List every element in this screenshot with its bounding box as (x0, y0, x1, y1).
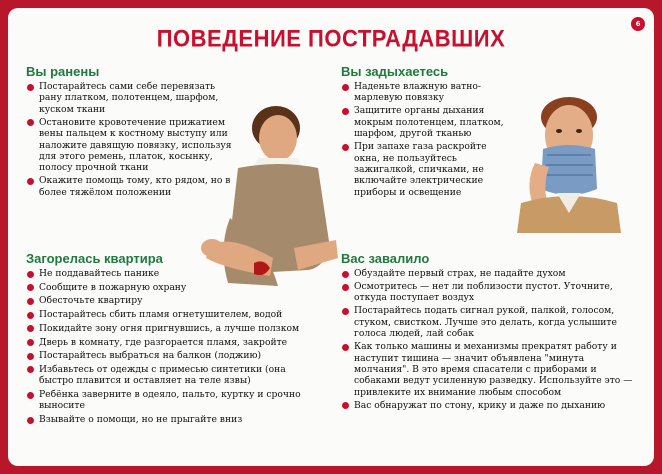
list-item: Окажите помощь тому, кто рядом, но в более тяжёлом положении (26, 175, 236, 198)
page-title: ПОВЕДЕНИЕ ПОСТРАДАВШИХ (156, 24, 506, 52)
masked-man-illustration (513, 93, 623, 233)
list-item: Сообщите в пожарную охрану (26, 282, 316, 293)
section-collapse (341, 251, 641, 413)
list-item: Постарайтесь сбить пламя огнетушителем, водой (26, 309, 316, 320)
list-item: Обесточьте квартиру (26, 295, 316, 306)
list-item: Как только машины и механизмы прекратят работу и наступит тишина — значит объявлена "минута молчания". В это время спасатели с приборами и собаками ведут усиленную разведку. Используйте это — привлеките их внимание любым способом (341, 341, 641, 398)
list-item: Ребёнка заверните в одеяло, пальто, куртку и срочно выносите (26, 389, 316, 412)
list-item: Защитите органы дыхания мокрым полотенцем, платком, шарфом, другой тканью (341, 105, 506, 139)
list-item: Не поддавайтесь панике (26, 268, 316, 279)
list-item: Избавьтесь от одежды с примесью синтетики (она быстро плавится и оставляет на теле язвы) (26, 364, 316, 387)
wounded-man-illustration (198, 98, 348, 298)
list-item: Постарайтесь сами себе перевязать рану платком, полотенцем, шарфом, куском ткани (26, 81, 236, 115)
list-item: При запахе газа раскройте окна, не пользуйтесь зажигалкой, спичками, не включайте электрические приборы и освещение (341, 141, 506, 198)
list-item: Постарайтесь выбраться на балкон (лоджию) (26, 350, 316, 361)
section-title: Вы задыхаетесь (341, 64, 449, 79)
list-item: Постарайтесь подать сигнал рукой, палкой, голосом, стуком, свистком. Лучше это делать, когда услышите голоса людей, лай собак (341, 305, 641, 339)
instruction-list (341, 268, 641, 411)
section-title: Вы ранены (26, 64, 100, 79)
list-item: Дверь в комнату, где разгорается пламя, закройте (26, 337, 316, 348)
list-item: Наденьте влажную ватно-марлевую повязку (341, 81, 506, 104)
list-item: Вас обнаружат по стону, крику и даже по дыханию (341, 400, 641, 411)
instruction-list (341, 81, 506, 198)
section-suffocating (341, 64, 506, 200)
list-item: Остановите кровотечение прижатием вены пальцем к костному выступу или наложите давящую повязку, используя для этого ремень, платок, косынку, полосу прочной ткани (26, 117, 236, 174)
list-item: Обуздайте первый страх, не падайте духом (341, 268, 641, 279)
list-item: Взывайте о помощи, но не прыгайте вниз (26, 414, 316, 425)
section-title: Вас завалило (341, 251, 430, 266)
section-title: Загорелась квартира (26, 251, 163, 266)
page-number-badge: 6 (631, 17, 645, 31)
list-item: Покидайте зону огня пригнувшись, а лучше ползком (26, 323, 316, 334)
list-item: Осмотритесь — нет ли поблизости пустот. Уточните, откуда поступает воздух (341, 281, 641, 304)
poster-page (8, 8, 654, 466)
